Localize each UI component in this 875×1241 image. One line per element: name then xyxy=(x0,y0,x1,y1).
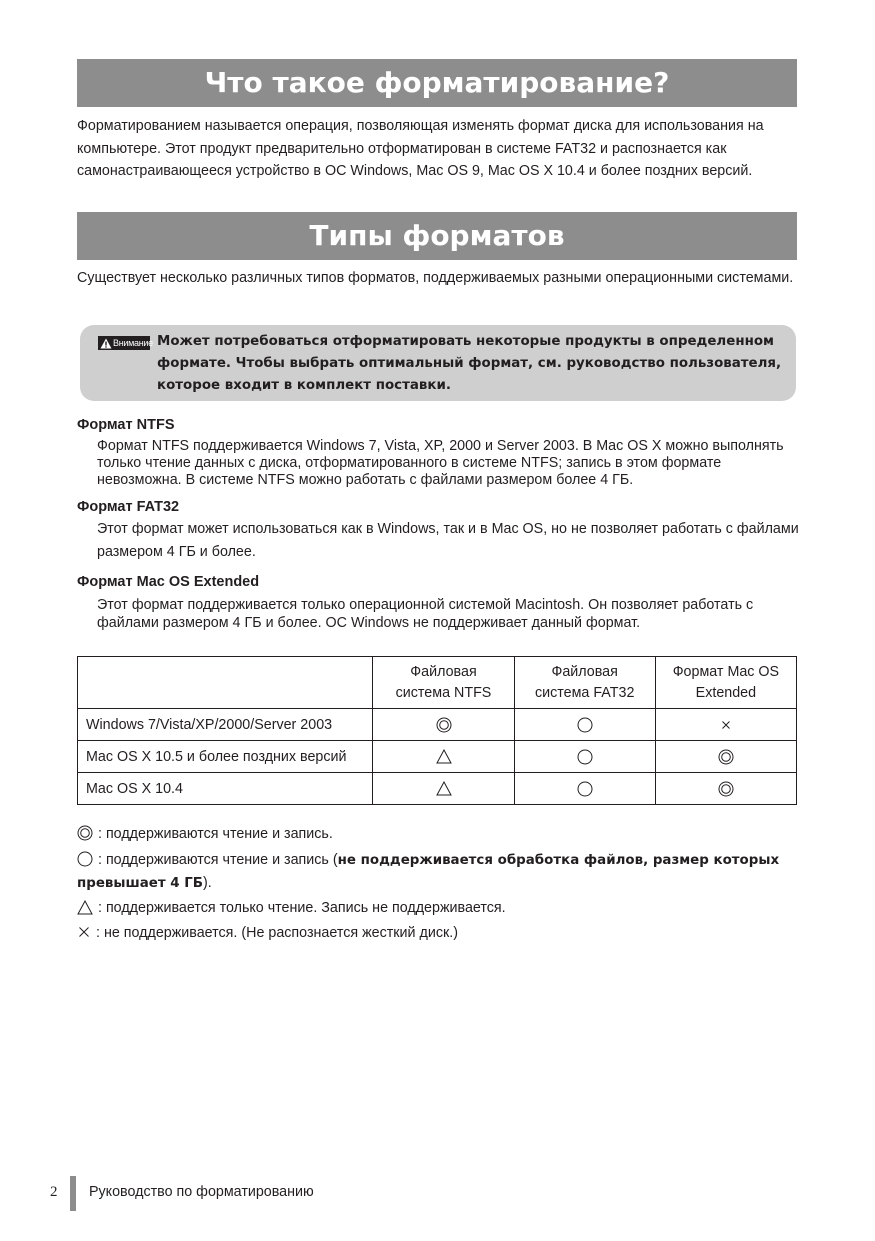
page-number: 2 xyxy=(50,1184,58,1200)
cross-icon xyxy=(720,719,732,731)
circle-icon xyxy=(577,781,593,797)
double-circle-icon xyxy=(718,749,734,765)
double-circle-icon xyxy=(718,781,734,797)
format-types-description: Существует несколько различных типов форматов, поддерживаемых разными операционными системами. xyxy=(77,270,794,286)
format-heading-ntfs: Формат NTFS xyxy=(77,417,175,433)
compatibility-table xyxy=(77,656,797,805)
table-header-row xyxy=(78,657,797,709)
table-header-cell: Файловая система NTFS xyxy=(373,657,514,709)
table-mark-cell xyxy=(514,709,655,741)
warning-triangle-icon xyxy=(100,338,112,349)
table-mark-cell xyxy=(373,773,514,805)
footer-title: Руководство по форматированию xyxy=(89,1184,314,1200)
legend-item-read-write xyxy=(77,823,799,845)
table-row xyxy=(78,741,797,773)
legend-text: : поддерживаются чтение и запись. xyxy=(98,826,333,842)
legend-bold-text: не поддерживается обработка файлов, размер которых превышает 4 ГБ xyxy=(77,853,780,891)
table-os-cell: Windows 7/Vista/XP/2000/Server 2003 xyxy=(78,709,373,741)
table-row xyxy=(78,709,797,741)
caution-badge-label: Внимание xyxy=(113,338,153,348)
circle-icon xyxy=(577,749,593,765)
format-heading-mac-extended: Формат Mac OS Extended xyxy=(77,574,260,590)
table-row xyxy=(78,773,797,805)
legend-item-read-write-limited xyxy=(77,849,799,895)
table-mark-cell xyxy=(373,741,514,773)
table-mark-cell xyxy=(514,741,655,773)
table-mark-cell xyxy=(514,773,655,805)
caution-box xyxy=(80,325,796,401)
format-body-mac-extended: Этот формат поддерживается только операционной системой Macintosh. Он позволяет работать с файлами размером 4 ГБ и более. ОС Windows не поддерживает данный формат. xyxy=(97,597,754,631)
cross-icon xyxy=(77,925,91,939)
caution-badge xyxy=(98,336,153,350)
caution-text: Может потребоваться отформатировать некоторые продукты в определенном формате. Чтобы выбрать оптимальный формат, см. руководство пользователя, которое входит в комплект поставки. xyxy=(157,334,782,393)
legend-text-after: ). xyxy=(202,875,212,891)
table-mark-cell xyxy=(655,773,796,805)
triangle-icon xyxy=(436,781,452,796)
table-header-cell: Формат Mac OS Extended xyxy=(655,657,796,709)
circle-icon xyxy=(577,717,593,733)
table-header-cell xyxy=(78,657,373,709)
legend-text: : поддерживаются чтение и запись ( xyxy=(98,852,338,868)
format-heading-fat32: Формат FAT32 xyxy=(77,499,180,515)
legend-item-read-only xyxy=(77,897,799,919)
legend-text: : не поддерживается. (Не распознается жесткий диск.) xyxy=(96,925,458,941)
table-mark-cell xyxy=(655,709,796,741)
triangle-icon xyxy=(436,749,452,764)
double-circle-icon xyxy=(77,825,93,841)
double-circle-icon xyxy=(436,717,452,733)
legend-item-not-supported xyxy=(77,922,799,944)
table-mark-cell xyxy=(373,709,514,741)
legend-text: : поддерживается только чтение. Запись не поддерживается. xyxy=(98,900,506,916)
triangle-icon xyxy=(77,900,93,915)
formatting-description: Форматированием называется операция, позволяющая изменять формат диска для использования на компьютере. Этот продукт предварительно отформатирован в системе FAT32 и распознается как самонастраивающееся устройство в ОС Windows, Mac OS 9, Mac OS X 10.4 и более поздних версий. xyxy=(77,118,764,179)
format-body-ntfs: Формат NTFS поддерживается Windows 7, Vista, XP, 2000 и Server 2003. В Mac OS X можно выполнять только чтение данных с диска, отформатированного в системе NTFS; запись в этом формате невозможна. В системе NTFS можно работать с файлами размером более 4 ГБ. xyxy=(97,438,784,488)
circle-icon xyxy=(77,851,93,867)
section-title-format-types: Типы форматов xyxy=(77,212,797,260)
format-body-fat32: Этот формат может использоваться как в Windows, так и в Mac OS, но не позволяет работать с файлами размером 4 ГБ и более. xyxy=(97,521,799,560)
table-os-cell: Mac OS X 10.4 xyxy=(78,773,373,805)
section-title-formatting: Что такое форматирование? xyxy=(77,59,797,107)
table-os-cell: Mac OS X 10.5 и более поздних версий xyxy=(78,741,373,773)
footer-divider xyxy=(70,1176,76,1211)
table-header-cell: Файловая система FAT32 xyxy=(514,657,655,709)
table-mark-cell xyxy=(655,741,796,773)
